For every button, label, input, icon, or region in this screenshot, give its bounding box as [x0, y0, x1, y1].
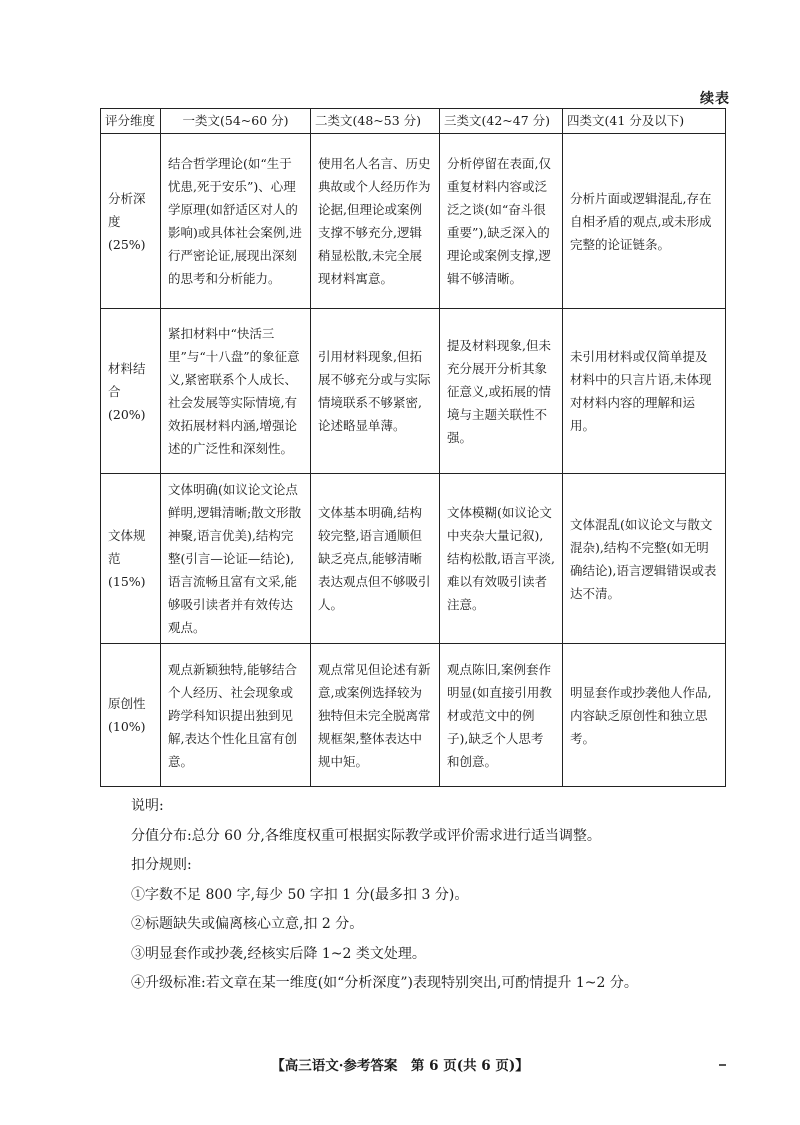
dimension-cell: [101, 134, 161, 309]
page-footer: 【高三语文·参考答案 第 6 页(共 6 页)】: [271, 1058, 529, 1074]
dimension-cell: [101, 474, 161, 644]
scoring-rubric-table: [100, 108, 726, 787]
deduction-rule: ③明显套作或抄袭,经核实后降 1~2 类文处理。: [131, 945, 426, 962]
class-2-cell: 使用名人名言、历史典故或个人经历作为论据,但理论或案例支撑不够充分,逻辑稍显松散,未完全展现材料寓意。: [311, 134, 440, 309]
class-1-cell: 文体明确(如议论文论点鲜明,逻辑清晰;散文形散神聚,语言优美),结构完整(引言—论证—结论),语言流畅且富有文采,能够吸引读者并有效传达观点。: [161, 474, 311, 644]
class-2-cell: 文体基本明确,结构较完整,语言通顺但缺乏亮点,能够清晰表达观点但不够吸引人。: [311, 474, 440, 644]
class-4-cell: 明显套作或抄袭他人作品,内容缺乏原创性和独立思考。: [563, 644, 726, 787]
dimension-cell: [101, 644, 161, 787]
notes-section: [131, 792, 751, 999]
corner-mark: [719, 1064, 726, 1066]
table-header-row: [101, 109, 726, 134]
class-2-cell: 观点常见但论述有新意,或案例选择较为独特但未完全脱离常规框架,整体表达中规中矩。: [311, 644, 440, 787]
class-3-cell: 提及材料现象,但未充分展开分析其象征意义,或拓展的情境与主题关联性不强。: [440, 309, 563, 474]
header-class-3: 三类文(42~47 分): [440, 109, 563, 134]
class-1-cell: 结合哲学理论(如“生于忧患,死于安乐”)、心理学原理(如舒适区对人的影响)或具体社会案例,进行严密论证,展现出深刻的思考和分析能力。: [161, 134, 311, 309]
class-3-cell: 分析停留在表面,仅重复材料内容或泛泛之谈(如“奋斗很重要”),缺乏深入的理论或案例支撑,逻辑不够清晰。: [440, 134, 563, 309]
class-3-cell: 观点陈旧,案例套作明显(如直接引用教材或范文中的例子),缺乏个人思考和创意。: [440, 644, 563, 787]
class-4-cell: 未引用材料或仅简单提及材料中的只言片语,未体现对材料内容的理解和运用。: [563, 309, 726, 474]
upgrade-rule: ④升级标准:若文章在某一维度(如“分析深度”)表现特别突出,可酌情提升 1~2 分。: [131, 975, 638, 991]
deduction-rules-title: 扣分规则:: [131, 857, 192, 873]
deduction-rule: ①字数不足 800 字,每少 50 字扣 1 分(最多扣 3 分)。: [131, 886, 469, 903]
header-class-4: 四类文(41 分及以下): [563, 109, 726, 134]
header-class-1: 一类文(54~60 分): [161, 109, 311, 134]
table-row: [101, 474, 726, 644]
dimension-cell: [101, 309, 161, 474]
table-row: [101, 134, 726, 309]
class-1-cell: 观点新颖独特,能够结合个人经历、社会现象或跨学科知识提出独到见解,表达个性化且富有创意。: [161, 644, 311, 787]
class-3-cell: 文体模糊(如议论文中夹杂大量记叙),结构松散,语言平淡,难以有效吸引读者注意。: [440, 474, 563, 644]
score-distribution-note: 分值分布:总分 60 分,各维度权重可根据实际教学或评价需求进行适当调整。: [131, 827, 601, 844]
dimension-weight: (20%): [108, 406, 146, 422]
class-1-cell: 紧扣材料中“快活三里”与“十八盘”的象征意义,紧密联系个人成长、社会发展等实际情境,有效拓展材料内涵,增强论述的广泛性和深刻性。: [161, 309, 311, 474]
continued-label: 续表: [700, 91, 730, 107]
dimension-name: 原创性: [108, 696, 146, 711]
table-row: [101, 309, 726, 474]
dimension-weight: (25%): [108, 236, 146, 252]
notes-title: 说明:: [131, 798, 164, 814]
header-class-2: 二类文(48~53 分): [311, 109, 440, 134]
dimension-name: 分析深度: [108, 190, 146, 229]
class-4-cell: 分析片面或逻辑混乱,存在自相矛盾的观点,或未形成完整的论证链条。: [563, 134, 726, 309]
dimension-weight: (10%): [108, 719, 146, 734]
table-row: [101, 644, 726, 787]
dimension-name: 文体规范: [108, 528, 146, 566]
class-2-cell: 引用材料现象,但拓展不够充分或与实际情境联系不够紧密,论述略显单薄。: [311, 309, 440, 474]
deduction-rule: ②标题缺失或偏离核心立意,扣 2 分。: [131, 916, 364, 932]
header-dimension: 评分维度: [101, 109, 161, 134]
dimension-name: 材料结合: [108, 360, 146, 399]
dimension-weight: (15%): [108, 574, 146, 589]
class-4-cell: 文体混乱(如议论文与散文混杂),结构不完整(如无明确结论),语言逻辑错误或表达不清。: [563, 474, 726, 644]
